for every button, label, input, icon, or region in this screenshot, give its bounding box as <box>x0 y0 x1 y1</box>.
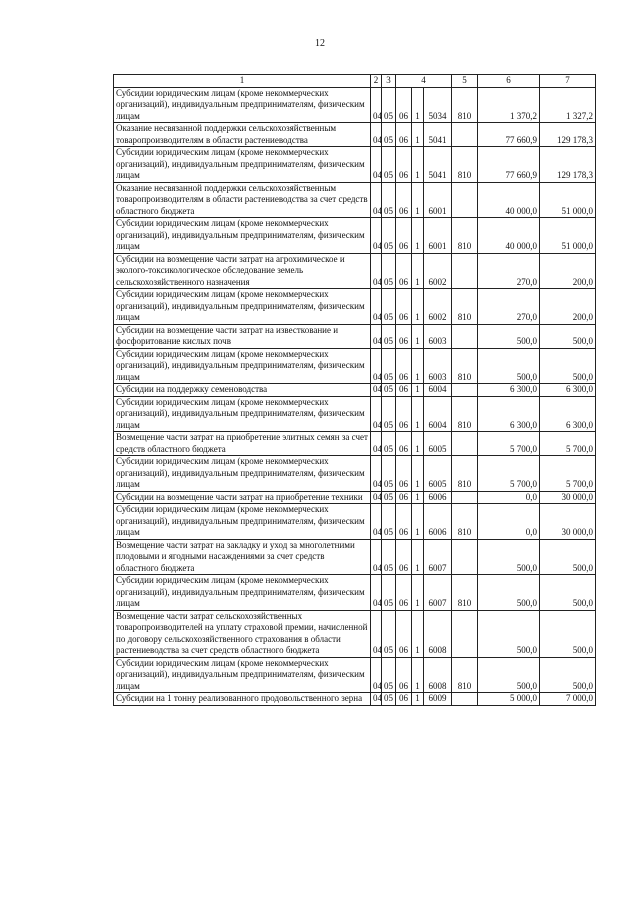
row-section-code: 04 <box>371 289 382 325</box>
row-item-code: 6007 <box>424 539 452 575</box>
table-row <box>114 456 596 492</box>
row-section-code: 04 <box>371 491 382 504</box>
table-row <box>114 218 596 254</box>
row-subsection-code: 05 <box>382 575 396 611</box>
row-description: Субсидии на 1 тонну реализованного продовольственного зерна <box>114 693 371 706</box>
row-subprogram-code: 1 <box>412 384 424 397</box>
row-subsection-code: 05 <box>382 610 396 657</box>
row-description: Субсидии юридическим лицам (кроме некоммерческих организаций), индивидуальным предпринимателям, физическим лицам <box>114 396 371 432</box>
row-section-code: 04 <box>371 348 382 384</box>
row-amount-year-1: 500,0 <box>478 324 540 348</box>
row-section-code: 04 <box>371 693 382 706</box>
row-description: Субсидии на возмещение части затрат на приобретение техники <box>114 491 371 504</box>
row-subsection-code: 05 <box>382 491 396 504</box>
row-amount-year-2: 5 700,0 <box>540 432 596 456</box>
row-program-code: 06 <box>396 384 412 397</box>
row-amount-year-2: 7 000,0 <box>540 693 596 706</box>
row-subprogram-code: 1 <box>412 657 424 693</box>
row-subsection-code: 05 <box>382 504 396 540</box>
row-amount-year-1: 77 660,9 <box>478 123 540 147</box>
header-col-3: 3 <box>382 75 396 88</box>
row-amount-year-2: 30 000,0 <box>540 491 596 504</box>
row-expense-type-code: 810 <box>452 348 478 384</box>
row-amount-year-1: 500,0 <box>478 657 540 693</box>
row-description: Субсидии юридическим лицам (кроме некоммерческих организаций), индивидуальным предпринимателям, физическим лицам <box>114 657 371 693</box>
row-amount-year-1: 270,0 <box>478 289 540 325</box>
row-amount-year-1: 5 000,0 <box>478 693 540 706</box>
row-amount-year-1: 0,0 <box>478 504 540 540</box>
row-item-code: 6006 <box>424 504 452 540</box>
row-program-code: 06 <box>396 610 412 657</box>
row-program-code: 06 <box>396 324 412 348</box>
row-expense-type-code <box>452 182 478 218</box>
row-expense-type-code <box>452 610 478 657</box>
row-amount-year-1: 77 660,9 <box>478 147 540 183</box>
table-row <box>114 147 596 183</box>
row-program-code: 06 <box>396 432 412 456</box>
row-section-code: 04 <box>371 504 382 540</box>
row-expense-type-code: 810 <box>452 147 478 183</box>
row-amount-year-1: 500,0 <box>478 539 540 575</box>
row-item-code: 5034 <box>424 87 452 123</box>
row-expense-type-code <box>452 491 478 504</box>
row-amount-year-2: 500,0 <box>540 575 596 611</box>
row-description: Субсидии юридическим лицам (кроме некоммерческих организаций), индивидуальным предпринимателям, физическим лицам <box>114 504 371 540</box>
row-subsection-code: 05 <box>382 456 396 492</box>
header-col-7: 7 <box>540 75 596 88</box>
row-expense-type-code: 810 <box>452 575 478 611</box>
row-expense-type-code <box>452 539 478 575</box>
row-amount-year-2: 6 300,0 <box>540 396 596 432</box>
row-section-code: 04 <box>371 147 382 183</box>
row-expense-type-code <box>452 432 478 456</box>
row-amount-year-2: 200,0 <box>540 253 596 289</box>
header-col-6: 6 <box>478 75 540 88</box>
row-item-code: 6009 <box>424 693 452 706</box>
row-program-code: 06 <box>396 396 412 432</box>
row-subprogram-code: 1 <box>412 491 424 504</box>
row-amount-year-1: 5 700,0 <box>478 456 540 492</box>
row-subprogram-code: 1 <box>412 324 424 348</box>
row-amount-year-1: 270,0 <box>478 253 540 289</box>
row-item-code: 6001 <box>424 182 452 218</box>
row-program-code: 06 <box>396 182 412 218</box>
row-description: Субсидии юридическим лицам (кроме некоммерческих организаций), индивидуальным предпринимателям, физическим лицам <box>114 456 371 492</box>
row-program-code: 06 <box>396 123 412 147</box>
table-row <box>114 610 596 657</box>
row-subsection-code: 05 <box>382 384 396 397</box>
row-description: Субсидии на возмещение части затрат на известкование и фосфоритование кислых почв <box>114 324 371 348</box>
budget-table <box>113 74 596 706</box>
row-amount-year-2: 51 000,0 <box>540 218 596 254</box>
row-item-code: 6005 <box>424 456 452 492</box>
table-row <box>114 182 596 218</box>
row-subsection-code: 05 <box>382 657 396 693</box>
row-expense-type-code: 810 <box>452 218 478 254</box>
row-subsection-code: 05 <box>382 539 396 575</box>
row-program-code: 06 <box>396 218 412 254</box>
row-description: Субсидии юридическим лицам (кроме некоммерческих организаций), индивидуальным предпринимателям, физическим лицам <box>114 147 371 183</box>
table-row <box>114 539 596 575</box>
table-row <box>114 575 596 611</box>
row-subsection-code: 05 <box>382 147 396 183</box>
row-expense-type-code <box>452 253 478 289</box>
row-section-code: 04 <box>371 123 382 147</box>
row-description: Возмещение части затрат сельскохозяйственных товаропроизводителей на уплату страховой премии, начисленной по договору сельскохозяйственного страхования в области растениеводства за счет средств областного бюджета <box>114 610 371 657</box>
row-program-code: 06 <box>396 87 412 123</box>
row-item-code: 6002 <box>424 253 452 289</box>
row-amount-year-2: 30 000,0 <box>540 504 596 540</box>
row-amount-year-2: 500,0 <box>540 324 596 348</box>
table-row <box>114 253 596 289</box>
header-col-4: 4 <box>396 75 452 88</box>
row-section-code: 04 <box>371 575 382 611</box>
row-subprogram-code: 1 <box>412 575 424 611</box>
row-item-code: 6004 <box>424 384 452 397</box>
row-subprogram-code: 1 <box>412 396 424 432</box>
row-amount-year-1: 0,0 <box>478 491 540 504</box>
row-subprogram-code: 1 <box>412 218 424 254</box>
table-row <box>114 432 596 456</box>
table-body <box>114 87 596 705</box>
row-description: Оказание несвязанной поддержки сельскохозяйственным товаропроизводителям в области растениеводства <box>114 123 371 147</box>
row-description: Субсидии юридическим лицам (кроме некоммерческих организаций), индивидуальным предпринимателям, физическим лицам <box>114 348 371 384</box>
row-amount-year-1: 500,0 <box>478 610 540 657</box>
row-subsection-code: 05 <box>382 218 396 254</box>
table-row <box>114 289 596 325</box>
row-subsection-code: 05 <box>382 289 396 325</box>
table-row <box>114 693 596 706</box>
row-program-code: 06 <box>396 539 412 575</box>
row-amount-year-1: 5 700,0 <box>478 432 540 456</box>
row-amount-year-1: 40 000,0 <box>478 218 540 254</box>
row-section-code: 04 <box>371 610 382 657</box>
row-program-code: 06 <box>396 289 412 325</box>
row-amount-year-2: 500,0 <box>540 610 596 657</box>
row-program-code: 06 <box>396 348 412 384</box>
header-col-1: 1 <box>114 75 371 88</box>
row-program-code: 06 <box>396 504 412 540</box>
row-amount-year-2: 129 178,3 <box>540 123 596 147</box>
row-program-code: 06 <box>396 491 412 504</box>
header-col-5: 5 <box>452 75 478 88</box>
row-item-code: 5041 <box>424 147 452 183</box>
row-subprogram-code: 1 <box>412 253 424 289</box>
row-description: Субсидии на поддержку семеноводства <box>114 384 371 397</box>
row-amount-year-2: 200,0 <box>540 289 596 325</box>
row-section-code: 04 <box>371 253 382 289</box>
row-description: Субсидии юридическим лицам (кроме некоммерческих организаций), индивидуальным предпринимателям, физическим лицам <box>114 575 371 611</box>
row-section-code: 04 <box>371 384 382 397</box>
row-subprogram-code: 1 <box>412 147 424 183</box>
row-expense-type-code <box>452 693 478 706</box>
row-expense-type-code <box>452 324 478 348</box>
row-program-code: 06 <box>396 693 412 706</box>
row-item-code: 6004 <box>424 396 452 432</box>
row-item-code: 6001 <box>424 218 452 254</box>
row-subsection-code: 05 <box>382 396 396 432</box>
row-subsection-code: 05 <box>382 123 396 147</box>
row-description: Возмещение части затрат на приобретение элитных семян за счет средств областного бюджета <box>114 432 371 456</box>
row-subsection-code: 05 <box>382 253 396 289</box>
row-item-code: 6007 <box>424 575 452 611</box>
table-row <box>114 491 596 504</box>
table-row <box>114 123 596 147</box>
row-expense-type-code <box>452 384 478 397</box>
row-item-code: 6003 <box>424 324 452 348</box>
row-section-code: 04 <box>371 87 382 123</box>
row-subprogram-code: 1 <box>412 348 424 384</box>
row-amount-year-1: 6 300,0 <box>478 384 540 397</box>
row-subprogram-code: 1 <box>412 182 424 218</box>
row-item-code: 5041 <box>424 123 452 147</box>
page-number: 12 <box>315 38 325 49</box>
row-program-code: 06 <box>396 253 412 289</box>
row-subprogram-code: 1 <box>412 504 424 540</box>
row-subprogram-code: 1 <box>412 610 424 657</box>
row-section-code: 04 <box>371 218 382 254</box>
row-expense-type-code: 810 <box>452 289 478 325</box>
row-section-code: 04 <box>371 657 382 693</box>
row-amount-year-1: 6 300,0 <box>478 396 540 432</box>
row-expense-type-code <box>452 123 478 147</box>
row-subprogram-code: 1 <box>412 289 424 325</box>
row-subsection-code: 05 <box>382 348 396 384</box>
table-row <box>114 504 596 540</box>
row-expense-type-code: 810 <box>452 87 478 123</box>
row-expense-type-code: 810 <box>452 657 478 693</box>
row-amount-year-2: 51 000,0 <box>540 182 596 218</box>
row-expense-type-code: 810 <box>452 504 478 540</box>
row-amount-year-1: 1 370,2 <box>478 87 540 123</box>
header-col-2: 2 <box>371 75 382 88</box>
row-program-code: 06 <box>396 575 412 611</box>
table-header-row <box>114 75 596 88</box>
row-description: Возмещение части затрат на закладку и уход за многолетними плодовыми и ягодными насаждениями за счет средств областного бюджета <box>114 539 371 575</box>
row-amount-year-2: 500,0 <box>540 657 596 693</box>
row-amount-year-2: 5 700,0 <box>540 456 596 492</box>
row-subprogram-code: 1 <box>412 456 424 492</box>
table-row <box>114 396 596 432</box>
row-section-code: 04 <box>371 324 382 348</box>
row-program-code: 06 <box>396 147 412 183</box>
row-amount-year-1: 40 000,0 <box>478 182 540 218</box>
row-description: Субсидии юридическим лицам (кроме некоммерческих организаций), индивидуальным предпринимателям, физическим лицам <box>114 289 371 325</box>
table-row <box>114 324 596 348</box>
table-row <box>114 384 596 397</box>
table-row <box>114 657 596 693</box>
row-subprogram-code: 1 <box>412 539 424 575</box>
table-row <box>114 348 596 384</box>
row-section-code: 04 <box>371 539 382 575</box>
row-amount-year-2: 129 178,3 <box>540 147 596 183</box>
row-item-code: 6003 <box>424 348 452 384</box>
row-subprogram-code: 1 <box>412 693 424 706</box>
row-amount-year-1: 500,0 <box>478 348 540 384</box>
row-amount-year-2: 500,0 <box>540 348 596 384</box>
row-item-code: 6008 <box>424 610 452 657</box>
row-subprogram-code: 1 <box>412 123 424 147</box>
row-section-code: 04 <box>371 396 382 432</box>
row-expense-type-code: 810 <box>452 396 478 432</box>
row-description: Оказание несвязанной поддержки сельскохозяйственным товаропроизводителям в области растениеводства за счет средств областного бюджета <box>114 182 371 218</box>
row-subprogram-code: 1 <box>412 432 424 456</box>
row-expense-type-code: 810 <box>452 456 478 492</box>
row-item-code: 6002 <box>424 289 452 325</box>
row-section-code: 04 <box>371 182 382 218</box>
row-subprogram-code: 1 <box>412 87 424 123</box>
row-description: Субсидии юридическим лицам (кроме некоммерческих организаций), индивидуальным предпринимателям, физическим лицам <box>114 218 371 254</box>
row-item-code: 6006 <box>424 491 452 504</box>
row-program-code: 06 <box>396 657 412 693</box>
row-section-code: 04 <box>371 432 382 456</box>
row-description: Субсидии юридическим лицам (кроме некоммерческих организаций), индивидуальным предпринимателям, физическим лицам <box>114 87 371 123</box>
row-subsection-code: 05 <box>382 324 396 348</box>
row-item-code: 6008 <box>424 657 452 693</box>
row-amount-year-1: 500,0 <box>478 575 540 611</box>
row-description: Субсидии на возмещение части затрат на агрохимическое и эколого-токсикологическое обследование земель сельскохозяйственного назначения <box>114 253 371 289</box>
row-amount-year-2: 500,0 <box>540 539 596 575</box>
row-subsection-code: 05 <box>382 87 396 123</box>
row-subsection-code: 05 <box>382 693 396 706</box>
row-amount-year-2: 6 300,0 <box>540 384 596 397</box>
row-subsection-code: 05 <box>382 182 396 218</box>
row-amount-year-2: 1 327,2 <box>540 87 596 123</box>
table-row <box>114 87 596 123</box>
row-item-code: 6005 <box>424 432 452 456</box>
row-subsection-code: 05 <box>382 432 396 456</box>
row-program-code: 06 <box>396 456 412 492</box>
row-section-code: 04 <box>371 456 382 492</box>
